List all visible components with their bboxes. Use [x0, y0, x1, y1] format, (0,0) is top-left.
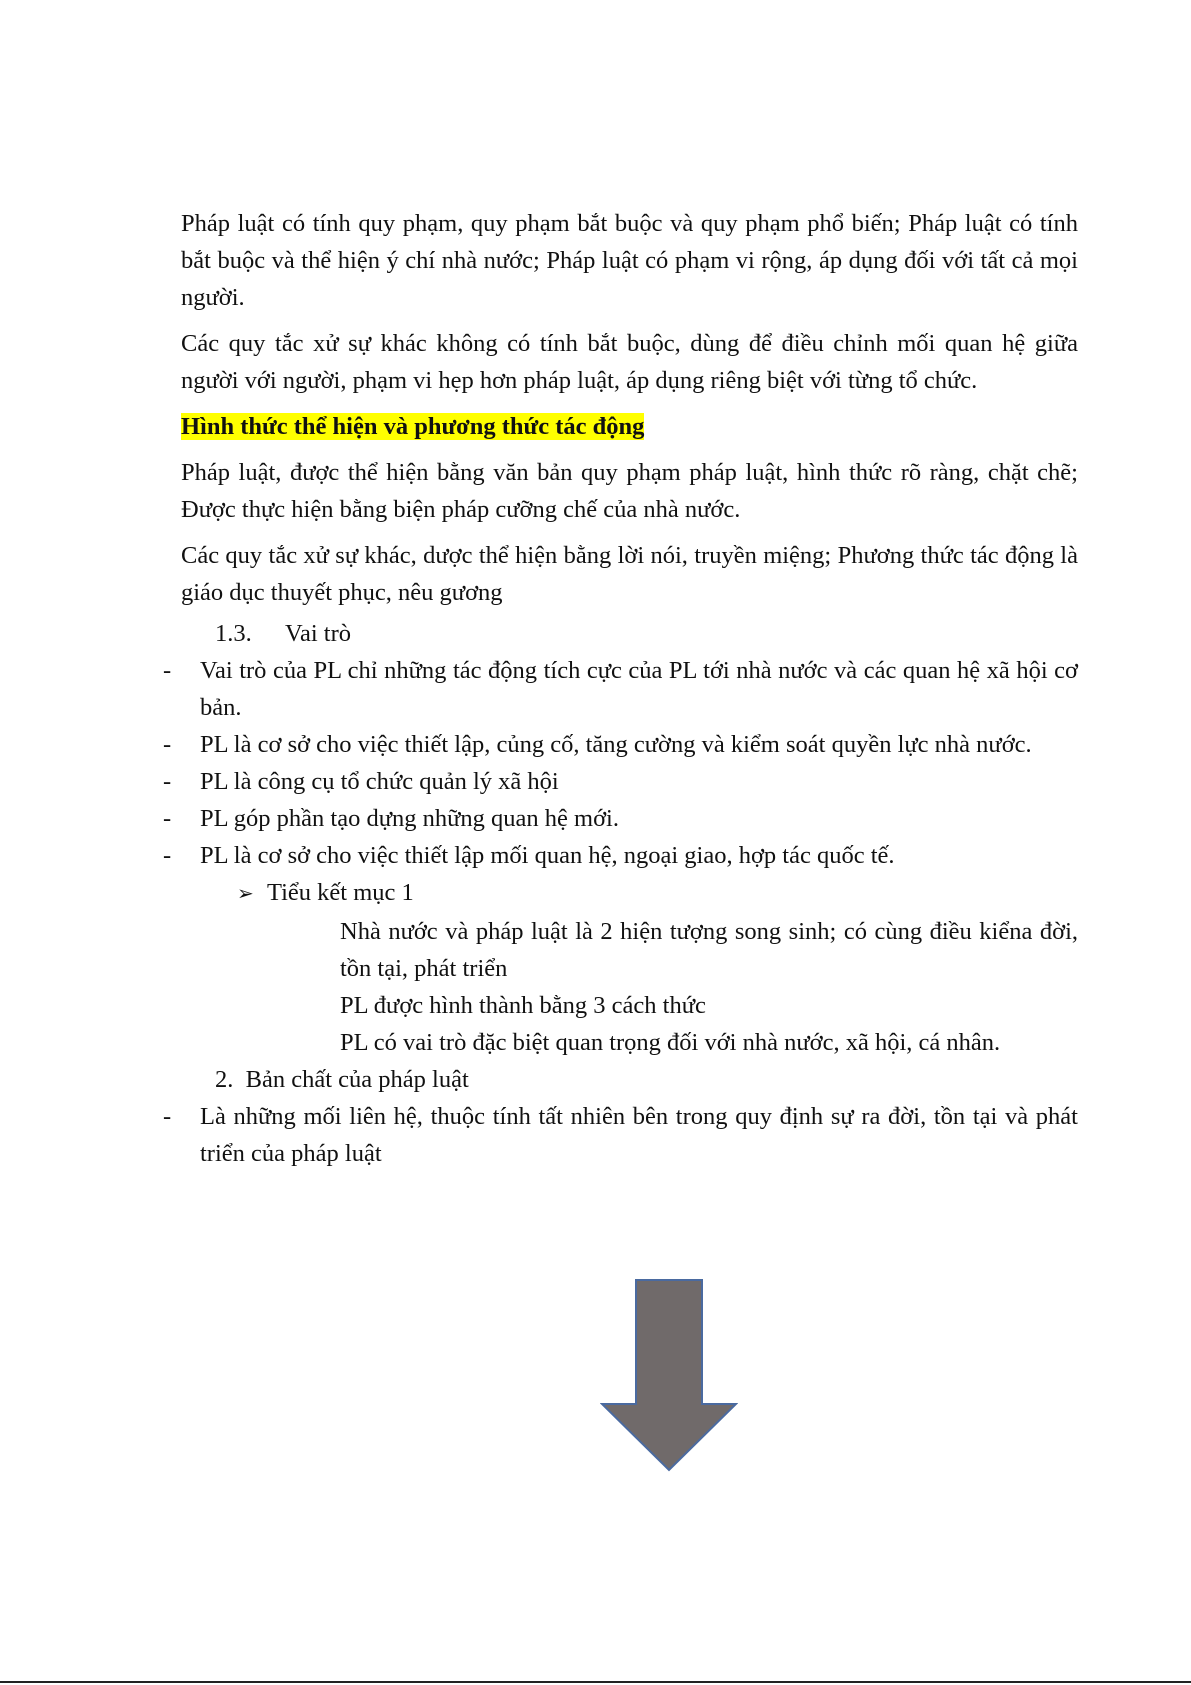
dash-bullet: -: [163, 842, 172, 869]
list-item: [163, 652, 1078, 726]
section-title: Vai trò: [285, 620, 351, 647]
section-heading-2: [181, 1061, 1078, 1098]
down-arrow-shape: [602, 1280, 736, 1470]
list-item: [163, 763, 1078, 800]
dash-bullet: -: [163, 768, 172, 795]
section-number: 2.: [215, 1066, 234, 1093]
down-arrow-icon: [600, 1278, 738, 1472]
list-item: [163, 1098, 1078, 1172]
dash-bullet: -: [163, 731, 172, 758]
list-item: [163, 837, 1078, 874]
list-item-text: PL góp phần tạo dựng những quan hệ mới.: [200, 805, 619, 832]
arrow-bullet-icon: ➢: [237, 883, 254, 905]
list-item-text: Là những mối liên hệ, thuộc tính tất nhiên bên trong quy định sự ra đời, tồn tại và phát triển của pháp luật: [200, 1103, 1078, 1167]
paragraph-other-rules: Các quy tắc xử sự khác không có tính bắt buộc, dùng để điều chỉnh mối quan hệ giữa người với người, phạm vi hẹp hơn pháp luật, áp dụng riêng biệt với từng tổ chức.: [181, 330, 1078, 394]
summary-list: [181, 913, 1078, 1061]
dash-bullet: -: [163, 805, 172, 832]
dash-bullet: -: [163, 1103, 172, 1130]
list-item: [181, 987, 1078, 1024]
list-item-text: PL là cơ sở cho việc thiết lập, củng cố, tăng cường và kiểm soát quyền lực nhà nước.: [200, 731, 1032, 758]
list-item-text: Vai trò của PL chỉ những tác động tích cực của PL tới nhà nước và các quan hệ xã hội cơ bản.: [200, 657, 1078, 721]
list-item: [163, 800, 1078, 837]
list-item-text: PL được hình thành bằng 3 cách thức: [340, 992, 706, 1019]
page-bottom-rule: [0, 1681, 1191, 1683]
section-number: 1.3.: [215, 620, 252, 647]
dash-bullet: -: [163, 657, 172, 684]
summary-heading: [181, 874, 1078, 913]
document-body: [163, 205, 1078, 1172]
section-title: Bản chất của pháp luật: [245, 1066, 469, 1093]
highlighted-heading-line: [181, 408, 1078, 445]
summary-title: Tiểu kết mục 1: [267, 879, 414, 906]
list-item: [163, 726, 1078, 763]
section-heading-1-3: [181, 615, 1078, 652]
nature-list: [163, 1098, 1078, 1172]
list-item-text: PL có vai trò đặc biệt quan trọng đối với nhà nước, xã hội, cá nhân.: [340, 1029, 1001, 1056]
role-list: [163, 652, 1078, 874]
list-item-text: PL là cơ sở cho việc thiết lập mối quan hệ, ngoại giao, hợp tác quốc tế.: [200, 842, 895, 869]
list-item-text: Nhà nước và pháp luật là 2 hiện tượng song sinh; có cùng điều kiểna đời, tồn tại, phát triển: [340, 918, 1078, 982]
highlighted-heading: Hình thức thể hiện và phương thức tác động: [181, 413, 645, 440]
paragraph-form-of-other-rules: Các quy tắc xử sự khác, dược thể hiện bằng lời nói, truyền miệng; Phương thức tác động là giáo dục thuyết phục, nêu gương: [181, 542, 1078, 606]
list-item: [181, 1024, 1078, 1061]
paragraph-legal-norms: Pháp luật có tính quy phạm, quy phạm bắt buộc và quy phạm phổ biến; Pháp luật có tính bắt buộc và thể hiện ý chí nhà nước; Pháp luật có phạm vi rộng, áp dụng đối với tất cả mọi người.: [181, 210, 1078, 311]
list-item-text: PL là công cụ tổ chức quản lý xã hội: [200, 768, 559, 795]
list-item: [181, 913, 1078, 987]
paragraph-form-of-law: Pháp luật, được thể hiện bằng văn bản quy phạm pháp luật, hình thức rõ ràng, chặt chẽ; Được thực hiện bằng biện pháp cưỡng chế của nhà nước.: [181, 459, 1078, 523]
